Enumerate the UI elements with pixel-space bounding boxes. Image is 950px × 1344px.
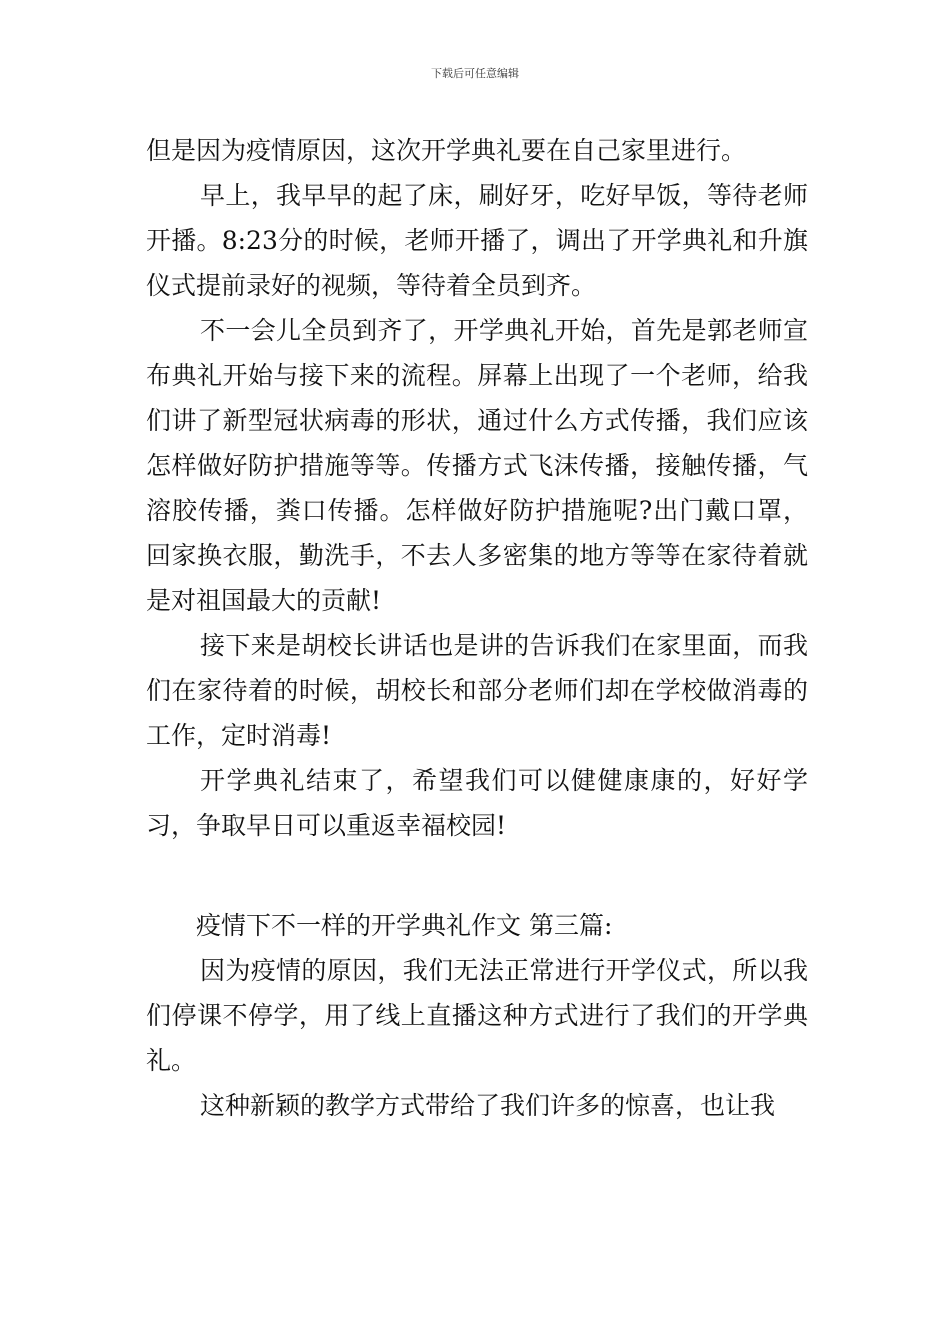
- page-header: 下载后可任意编辑: [431, 67, 519, 80]
- paragraph: 早上，我早早的起了床，刷好牙，吃好早饭，等待老师开播。8:23分的时候，老师开播了，调出了开学典礼和升旗仪式提前录好的视频，等待着全员到齐。: [146, 181, 808, 300]
- paragraph: 因为疫情的原因，我们无法正常进行开学仪式，所以我们停课不停学，用了线上直播这种方式进行了我们的开学典礼。: [146, 956, 808, 1075]
- section-title: 疫情下不一样的开学典礼作文 第三篇:: [196, 911, 613, 940]
- paragraph: 不一会儿全员到齐了，开学典礼开始，首先是郭老师宣布典礼开始与接下来的流程。屏幕上出现了一个老师，给我们讲了新型冠状病毒的形状，通过什么方式传播，我们应该怎样做好防护措施等等。传播方式飞沫传播，接触传播，气溶胶传播，粪口传播。怎样做好防护措施呢?出门戴口罩，回家换衣服，勤洗手，不去人多密集的地方等等在家待着就是对祖国最大的贡献!: [146, 316, 808, 615]
- paragraph: 开学典礼结束了，希望我们可以健健康康的，好好学习，争取早日可以重返幸福校园!: [146, 766, 808, 840]
- paragraph: 这种新颖的教学方式带给了我们许多的惊喜，也让我: [200, 1091, 776, 1120]
- paragraph: 接下来是胡校长讲话也是讲的告诉我们在家里面，而我们在家待着的时候，胡校长和部分老师们却在学校做消毒的工作，定时消毒!: [146, 631, 808, 750]
- paragraph-continuation: 但是因为疫情原因，这次开学典礼要在自己家里进行。: [146, 136, 747, 165]
- document-body: [146, 128, 808, 1128]
